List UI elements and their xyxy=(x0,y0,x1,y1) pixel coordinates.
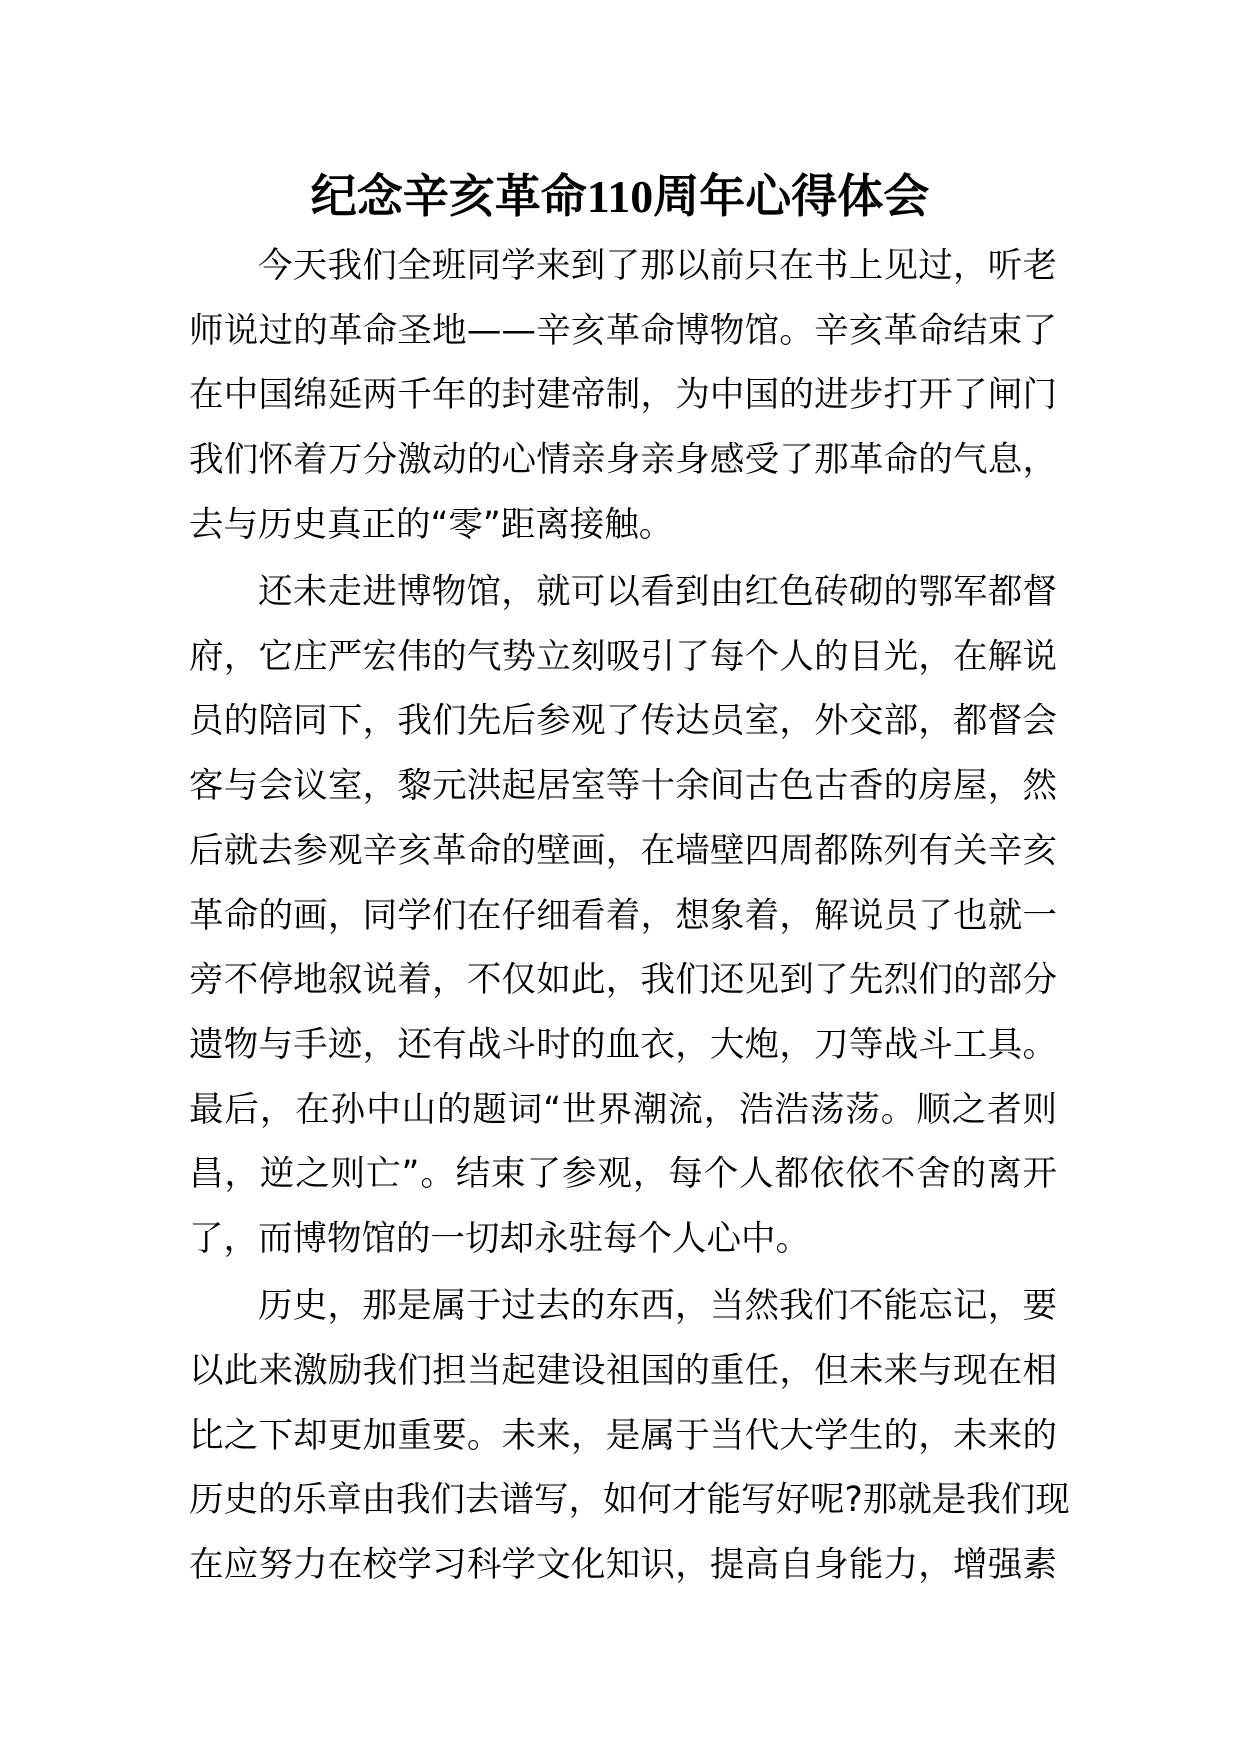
text-line: 员的陪同下，我们先后参观了传达员室，外交部，都督会 xyxy=(189,701,1057,742)
text-line: 历史，那是属于过去的东西，当然我们不能忘记，要 xyxy=(258,1286,1057,1327)
text-line: 昌，逆之则亡”。结束了参观，每个人都依依不舍的离开 xyxy=(189,1154,1057,1195)
text-line: 今天我们全班同学来到了那以前只在书上见过，听老 xyxy=(258,246,1057,286)
text-line: 还未走进博物馆，就可以看到由红色砖砌的鄂军都督 xyxy=(258,572,1057,613)
paragraph-1 xyxy=(189,234,1057,558)
text-line: 府，它庄严宏伟的气势立刻吸引了每个人的目光，在解说 xyxy=(189,636,1057,677)
text-line: 旁不停地叙说着，不仅如此，我们还见到了先烈们的部分 xyxy=(189,960,1057,1001)
document-title: 纪念辛亥革命110周年心得体会 xyxy=(310,171,930,222)
text-line: 历史的乐章由我们去谱写，如何才能写好呢?那就是我们现 xyxy=(189,1480,1070,1521)
document-body xyxy=(189,234,1070,1598)
text-line: 了，而博物馆的一切却永驻每个人心中。 xyxy=(189,1219,810,1260)
text-line: 客与会议室，黎元洪起居室等十余间古色古香的房屋，然 xyxy=(189,766,1057,807)
paragraph-3 xyxy=(189,1274,1070,1598)
text-line: 在应努力在校学习科学文化知识，提高自身能力，增强素 xyxy=(189,1545,1057,1586)
text-line: 以此来激励我们担当起建设祖国的重任，但未来与现在相 xyxy=(189,1350,1057,1391)
text-line: 我们怀着万分激动的心情亲身亲身感受了那革命的气息， xyxy=(189,440,1057,481)
text-line: 比之下却更加重要。未来，是属于当代大学生的，未来的 xyxy=(189,1415,1057,1456)
text-line: 最后，在孙中山的题词“世界潮流，浩浩荡荡。顺之者则 xyxy=(189,1089,1057,1130)
text-line: 后就去参观辛亥革命的壁画，在墙壁四周都陈列有关辛亥 xyxy=(189,830,1057,871)
text-line: 去与历史真正的“零”距离接触。 xyxy=(189,504,674,545)
text-line: 遗物与手迹，还有战斗时的血衣，大炮，刀等战斗工具。 xyxy=(189,1024,1057,1065)
text-line: 在中国绵延两千年的封建帝制，为中国的进步打开了闸门 xyxy=(189,375,1057,416)
paragraph-2 xyxy=(189,560,1057,1272)
text-line: 师说过的革命圣地——辛亥革命博物馆。辛亥革命结束了 xyxy=(189,310,1057,351)
text-line: 革命的画，同学们在仔细看着，想象着，解说员了也就一 xyxy=(189,895,1057,936)
